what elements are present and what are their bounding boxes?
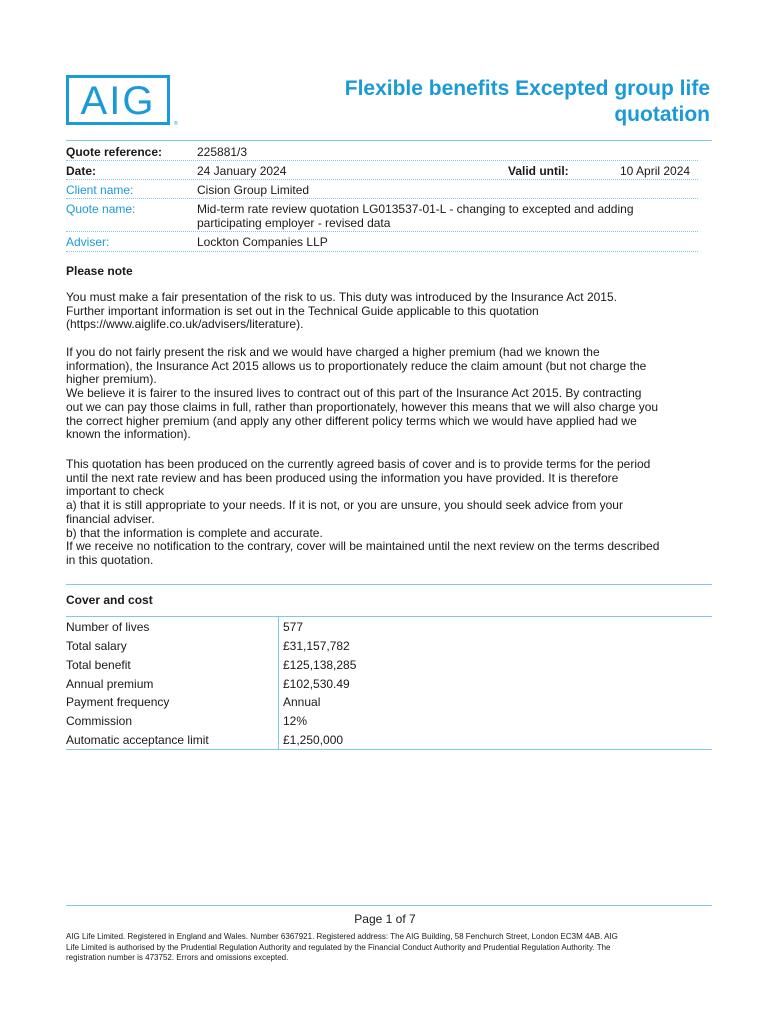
quote-name-line-2: participating employer - revised data <box>197 216 391 230</box>
paragraph-quotation-basis <box>66 458 716 568</box>
cover-table-column-rule <box>278 617 279 749</box>
text-line: Further important information is set out in the Technical Guide applicable to this quotation <box>66 303 539 318</box>
logo-trademark: ® <box>174 121 178 127</box>
text-line: known the information). <box>66 427 191 442</box>
cover-row-value: £125,138,285 <box>283 658 357 672</box>
text-line: until the next rate review and has been produced using the information you have provided. It is therefore <box>66 470 619 485</box>
detail-divider <box>66 231 698 232</box>
cover-row-label: Total benefit <box>66 658 131 672</box>
cover-row-label: Payment frequency <box>66 695 170 709</box>
cover-row-value: £1,250,000 <box>283 733 344 747</box>
page-title: Flexible benefits Excepted group life quotation <box>344 77 710 126</box>
cover-row-label: Annual premium <box>66 677 154 691</box>
cover-table-bottom-rule <box>66 749 712 750</box>
text-line: out we can pay those claims in full, rather than proportionately, however this means that we will also charge you <box>66 399 659 414</box>
text-line: If you do not fairly present the risk and we would have charged a higher premium (had we known the <box>66 345 600 359</box>
cover-row-value: £102,530.49 <box>283 677 350 691</box>
cover-row-label: Automatic acceptance limit <box>66 733 209 747</box>
cover-row-label: Number of lives <box>66 620 150 634</box>
footer-line: AIG Life Limited. Registered in England and Wales. Number 6367921. Registered address: The AIG Building, 58 Fenchurch Street, London EC3M 4AB. AIG <box>66 932 618 941</box>
cover-table-top-rule <box>66 616 712 617</box>
text-line: (https://www.aiglife.co.uk/advisers/literature). <box>66 317 304 332</box>
cover-row-value: £31,157,782 <box>283 639 350 653</box>
cover-cost-heading: Cover and cost <box>66 593 153 607</box>
footer-line: Life Limited is authorised by the Prudential Regulation Authority and regulated by the Financial Conduct Authority and Prudential Regulation Authority. The <box>66 942 611 952</box>
text-line: This quotation has been produced on the currently agreed basis of cover and is to provide terms for the period <box>66 457 651 471</box>
date-value: 24 January 2024 <box>197 164 287 178</box>
header-divider <box>66 140 712 141</box>
text-line: financial adviser. <box>66 511 155 526</box>
text-line: higher premium). <box>66 372 157 387</box>
adviser-value: Lockton Companies LLP <box>197 235 328 249</box>
adviser-label: Adviser: <box>66 235 110 249</box>
cover-row-label: Commission <box>66 714 133 728</box>
text-line: If we receive no notification to the contrary, cover will be maintained until the next review on the terms described <box>66 539 660 554</box>
logo-text: AIG <box>80 79 156 123</box>
footer-divider <box>66 905 712 906</box>
detail-divider <box>66 179 698 180</box>
paragraph-fair-presentation <box>66 291 716 332</box>
client-name-label: Client name: <box>66 183 134 197</box>
cover-row-value: Annual <box>283 695 321 709</box>
text-line: in this quotation. <box>66 552 154 567</box>
quote-reference-value: 225881/3 <box>197 145 248 159</box>
text-line: information), the Insurance Act 2015 allows us to proportionately reduce the claim amount (but not charge the <box>66 358 647 373</box>
text-line: You must make a fair presentation of the risk to us. This duty was introduced by the Insurance Act 2015. <box>66 290 617 304</box>
date-label: Date: <box>66 164 97 178</box>
text-line: We believe it is fairer to the insured lives to contract out of this part of the Insurance Act 2015. By contracting <box>66 386 642 401</box>
valid-until-value: 10 April 2024 <box>620 164 691 178</box>
text-line: a) that it is still appropriate to your needs. If it is not, or you are unsure, you should seek advice from your <box>66 498 623 513</box>
footer-line: registration number is 473752. Errors and omissions excepted. <box>66 953 289 962</box>
please-note-heading: Please note <box>66 264 133 278</box>
client-name-value: Cision Group Limited <box>197 183 310 197</box>
cover-row-label: Total salary <box>66 639 127 653</box>
footer-legal <box>66 932 711 964</box>
cover-row-value: 12% <box>283 714 308 728</box>
quote-name-line-1: Mid-term rate review quotation LG013537-01-L - changing to excepted and adding <box>197 202 634 216</box>
cover-row-value: 577 <box>283 620 304 634</box>
text-line: b) that the information is complete and accurate. <box>66 525 323 540</box>
page-number: Page 1 of 7 <box>354 912 416 926</box>
detail-divider <box>66 160 698 161</box>
section-divider <box>66 584 712 585</box>
text-line: the correct higher premium (and apply any other different policy terms which we would have applied had we <box>66 413 637 428</box>
quote-reference-label: Quote reference: <box>66 145 163 159</box>
aig-logo <box>66 75 170 125</box>
paragraph-insurance-act <box>66 346 716 442</box>
quote-name-label: Quote name: <box>66 202 136 216</box>
valid-until-label: Valid until: <box>508 164 569 178</box>
text-line: important to check <box>66 484 165 499</box>
detail-divider <box>66 251 698 252</box>
detail-divider <box>66 198 698 199</box>
